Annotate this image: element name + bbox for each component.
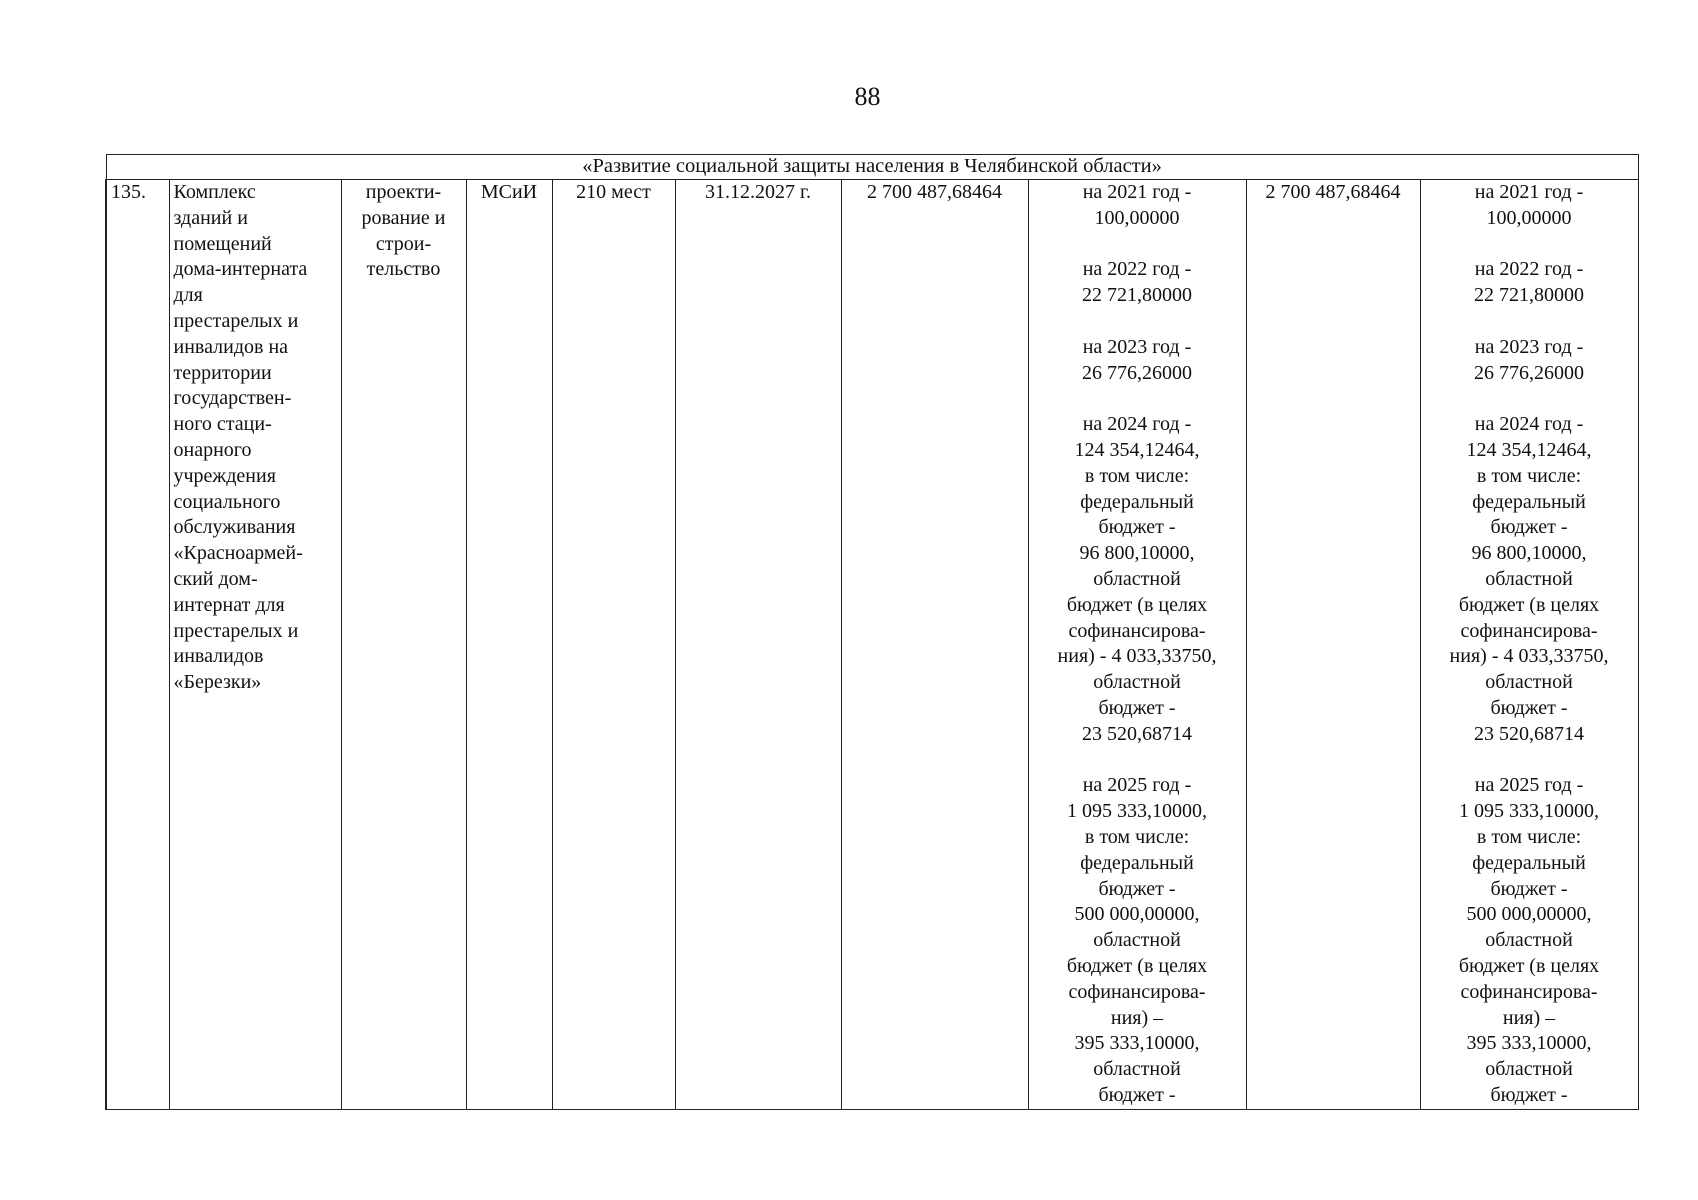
text-line: 1 095 333,10000, bbox=[1067, 800, 1207, 823]
text-line: софинансирова- bbox=[1460, 619, 1598, 642]
text-line: федеральный bbox=[1080, 851, 1194, 874]
text-line: 500 000,00000, bbox=[1074, 903, 1200, 926]
text-line: федеральный bbox=[1080, 490, 1194, 513]
text-line: 1 095 333,10000, bbox=[1459, 800, 1600, 823]
text-line: онарного bbox=[173, 438, 252, 461]
capacity-cell: 210 мест bbox=[552, 180, 675, 1110]
work-type-cell bbox=[341, 180, 466, 1110]
text-line: строи- bbox=[375, 232, 432, 255]
text-line: областной bbox=[1093, 567, 1181, 590]
financing-year-block bbox=[1033, 180, 1242, 232]
text-line: 22 721,80000 bbox=[1474, 284, 1585, 307]
text-line: «Березки» bbox=[173, 671, 262, 694]
text-line: областной bbox=[1485, 567, 1573, 590]
text-line: бюджет (в целях bbox=[1066, 593, 1208, 616]
text-line: интернат для bbox=[173, 593, 285, 616]
text-line: 100,00000 bbox=[1486, 206, 1572, 229]
text-line: ния) - 4 033,33750, bbox=[1449, 645, 1609, 668]
text-line: на 2025 год - bbox=[1474, 774, 1584, 797]
text-line: ния) – bbox=[1110, 1006, 1164, 1029]
page-number: 88 bbox=[854, 82, 881, 111]
text-line: бюджет (в целях bbox=[1066, 954, 1208, 977]
text-line: 100,00000 bbox=[1094, 206, 1180, 229]
text-line: бюджет - bbox=[1490, 877, 1568, 900]
text-line: софинансирова- bbox=[1460, 980, 1598, 1003]
program-title: «Развитие социальной защиты населения в Челябинской области» bbox=[106, 155, 1638, 180]
text-line: областной bbox=[1485, 929, 1573, 952]
financing-by-year bbox=[1033, 180, 1242, 1109]
text-line: в том числе: bbox=[1476, 464, 1582, 487]
text-line: бюджет - bbox=[1098, 516, 1176, 539]
text-line: учреждения bbox=[173, 464, 276, 487]
remaining-cost-cell: 2 700 487,68464 bbox=[1246, 180, 1420, 1110]
financing-year-block bbox=[1425, 335, 1634, 387]
text-line: 96 800,10000, bbox=[1079, 542, 1195, 565]
text-line: бюджет - bbox=[1098, 877, 1176, 900]
text-line: 395 333,10000, bbox=[1074, 1032, 1200, 1055]
text-line: дома-интерната bbox=[173, 258, 308, 281]
financing-year-block bbox=[1425, 412, 1634, 747]
text-line: 26 776,26000 bbox=[1082, 361, 1192, 384]
text-line: престарелых и bbox=[173, 619, 299, 642]
text-line: рование и bbox=[361, 206, 446, 229]
text-line: 23 520,68714 bbox=[1082, 722, 1192, 745]
object-name bbox=[174, 180, 337, 696]
table-row bbox=[106, 180, 1638, 1110]
text-line: 124 354,12464, bbox=[1074, 438, 1200, 461]
text-line: федеральный bbox=[1472, 851, 1586, 874]
financing-by-year-cell bbox=[1028, 180, 1246, 1110]
object-name-cell bbox=[169, 180, 341, 1110]
text-line: софинансирова- bbox=[1068, 619, 1206, 642]
text-line: бюджет - bbox=[1490, 516, 1568, 539]
text-line: ного стаци- bbox=[173, 413, 272, 436]
text-line: социального bbox=[173, 490, 281, 513]
text-line: 26 776,26000 bbox=[1474, 361, 1585, 384]
financing-year-block bbox=[1033, 335, 1242, 387]
program-objects-table bbox=[105, 154, 1639, 1110]
text-line: на 2025 год - bbox=[1082, 774, 1192, 797]
text-line: бюджет (в целях bbox=[1458, 954, 1600, 977]
text-line: «Красноармей- bbox=[173, 542, 303, 565]
financing-year-block bbox=[1033, 412, 1242, 747]
text-line: в том числе: bbox=[1476, 825, 1582, 848]
text-line: для bbox=[173, 284, 203, 307]
text-line: на 2024 год - bbox=[1474, 413, 1584, 436]
text-line: ния) - 4 033,33750, bbox=[1057, 645, 1217, 668]
financing-year-block bbox=[1425, 180, 1634, 232]
text-line: на 2023 год - bbox=[1082, 335, 1192, 358]
text-line: бюджет (в целях bbox=[1458, 593, 1600, 616]
text-line: в том числе: bbox=[1084, 825, 1190, 848]
deadline-cell: 31.12.2027 г. bbox=[675, 180, 841, 1110]
estimated-cost-cell: 2 700 487,68464 bbox=[841, 180, 1028, 1110]
financing-year-block bbox=[1425, 257, 1634, 309]
text-line: ния) – bbox=[1502, 1006, 1556, 1029]
text-line: Комплекс bbox=[173, 181, 256, 203]
text-line: государствен- bbox=[173, 387, 292, 410]
text-line: бюджет - bbox=[1098, 1083, 1176, 1106]
text-line: тельство bbox=[366, 258, 441, 281]
text-line: инвалидов bbox=[173, 645, 264, 668]
text-line: бюджет - bbox=[1490, 1083, 1568, 1106]
text-line: ский дом- bbox=[173, 567, 258, 590]
text-line: помещений bbox=[173, 232, 272, 255]
text-line: 500 000,00000, bbox=[1466, 903, 1592, 926]
text-line: зданий и bbox=[173, 206, 248, 229]
text-line: на 2021 год - bbox=[1082, 181, 1192, 203]
text-line: областной bbox=[1093, 929, 1181, 952]
text-line: 395 333,10000, bbox=[1466, 1032, 1592, 1055]
text-line: 124 354,12464, bbox=[1466, 438, 1592, 461]
financing-year-block bbox=[1033, 257, 1242, 309]
text-line: престарелых и bbox=[173, 309, 299, 332]
financing-by-year-2-cell bbox=[1420, 180, 1638, 1110]
text-line: областной bbox=[1093, 671, 1181, 694]
text-line: областной bbox=[1093, 1058, 1181, 1081]
text-line: обслуживания bbox=[173, 516, 296, 539]
text-line: в том числе: bbox=[1084, 464, 1190, 487]
text-line: инвалидов на bbox=[173, 335, 289, 358]
text-line: областной bbox=[1485, 1058, 1573, 1081]
text-line: федеральный bbox=[1472, 490, 1586, 513]
financing-year-block bbox=[1425, 773, 1634, 1108]
text-line: на 2022 год - bbox=[1082, 258, 1192, 281]
row-number: 135. bbox=[106, 180, 169, 1110]
text-line: на 2022 год - bbox=[1474, 258, 1584, 281]
text-line: на 2021 год - bbox=[1474, 181, 1584, 203]
text-line: 23 520,68714 bbox=[1474, 722, 1585, 745]
text-line: проекти- bbox=[365, 181, 442, 203]
text-line: территории bbox=[173, 361, 272, 384]
customer-cell: МСиИ bbox=[466, 180, 552, 1110]
text-line: областной bbox=[1485, 671, 1573, 694]
text-line: на 2023 год - bbox=[1474, 335, 1584, 358]
text-line: бюджет - bbox=[1490, 696, 1568, 719]
text-line: 22 721,80000 bbox=[1082, 284, 1192, 307]
text-line: софинансирова- bbox=[1068, 980, 1206, 1003]
text-line: 96 800,10000, bbox=[1471, 542, 1587, 565]
financing-year-block bbox=[1033, 773, 1242, 1108]
text-line: на 2024 год - bbox=[1082, 413, 1192, 436]
text-line: бюджет - bbox=[1098, 696, 1176, 719]
work-type bbox=[346, 180, 462, 283]
financing-by-year-2 bbox=[1425, 180, 1634, 1109]
